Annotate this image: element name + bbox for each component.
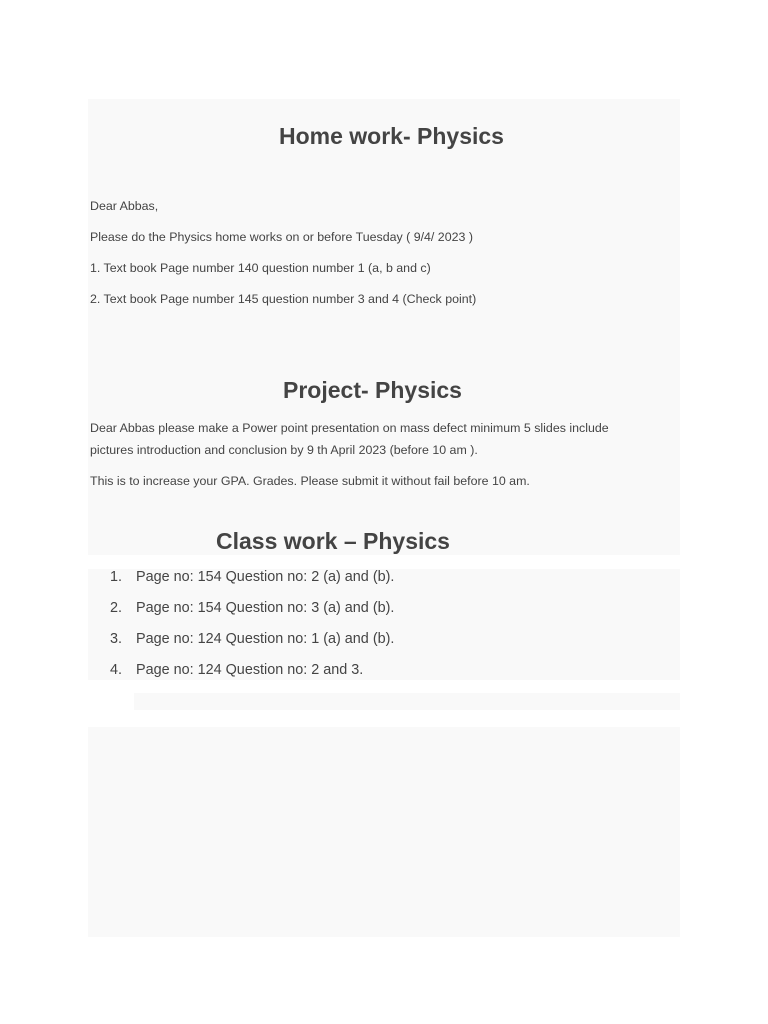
list-item-number: 4. [110, 662, 123, 678]
list-item [110, 597, 394, 628]
project-title: Project- Physics [283, 377, 462, 403]
list-item [110, 628, 394, 659]
project-note: This is to increase your GPA. Grades. Please submit it without fail before 10 am. [90, 474, 530, 488]
list-item-number: 3. [110, 631, 123, 647]
list-item-text: Page no: 154 Question no: 3 (a) and (b). [136, 600, 395, 616]
list-item-text: Page no: 124 Question no: 2 and 3. [136, 662, 364, 678]
list-item [110, 659, 394, 690]
homework-instruction: Please do the Physics home works on or before Tuesday ( 9/4/ 2023 ) [90, 230, 473, 244]
classwork-list [110, 566, 394, 690]
homework-item: 1. Text book Page number 140 question number 1 (a, b and c) [90, 261, 431, 275]
list-item [110, 566, 394, 597]
project-description-line: Dear Abbas please make a Power point presentation on mass defect minimum 5 slides include [90, 421, 609, 435]
homework-item: 2. Text book Page number 145 question number 3 and 4 (Check point) [90, 292, 477, 306]
list-item-number: 1. [110, 569, 123, 585]
blank-panel [88, 727, 680, 937]
homework-title: Home work- Physics [279, 123, 504, 149]
blank-strip [134, 693, 680, 710]
list-item-number: 2. [110, 600, 123, 616]
classwork-title: Class work – Physics [216, 528, 450, 554]
list-item-text: Page no: 124 Question no: 1 (a) and (b). [136, 631, 395, 647]
project-description-line: pictures introduction and conclusion by 9 th April 2023 (before 10 am ). [90, 443, 478, 457]
homework-greeting: Dear Abbas, [90, 199, 159, 213]
list-item-text: Page no: 154 Question no: 2 (a) and (b). [136, 569, 395, 585]
